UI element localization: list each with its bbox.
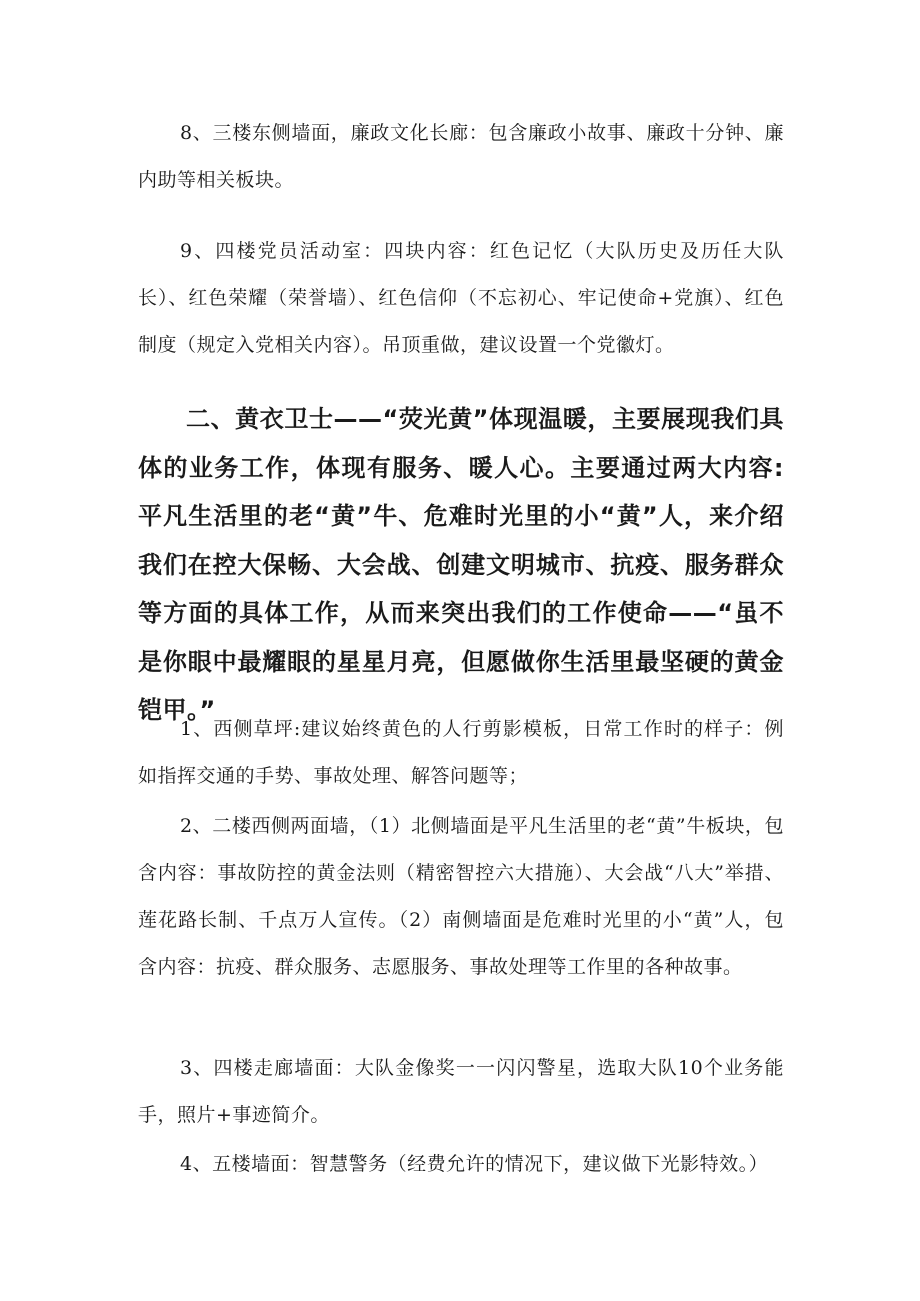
item-4-fifth-floor-wall: 4、五楼墙面：智慧警务（经费允许的情况下，建议做下光影特效。） xyxy=(180,1153,769,1175)
section-two-heading: 二、黄衣卫士——“荧光黄”体现温暖，主要展现我们具体的业务工作，体现有服务、暖人心。主要通过两大内容:平凡生活里的老“黄”牛、危难时光里的小“黄”人，来介绍我们在控大保畅、大会战、创建文明城市、抗疫、服务群众等方面的具体工作，从而来突出我们的工作使命——“虽不是你眼中最耀眼的星星月亮，但愿做你生活里最坚硬的黄金铠甲。” xyxy=(138,405,784,724)
item-9-fourth-floor-party-room: 9、四楼党员活动室：四块内容：红色记忆（大队历史及历任大队长）、红色荣耀（荣誉墙）、红色信仰（不忘初心、牢记使命+党旗）、红色制度（规定入党相关内容）。吊顶重做，建议设置一个党徽灯。 xyxy=(138,240,784,356)
item-2-second-floor-walls: 2、二楼西侧两面墙，（1）北侧墙面是平凡生活里的老“黄”牛板块，包含内容：事故防控的黄金法则（精密智控六大措施）、大会战“八大”举措、莲花路长制、千点万人宣传。（2）南侧墙面是危难时光里的小“黄”人，包含内容：抗疫、群众服务、志愿服务、事故处理等工作里的各种故事。 xyxy=(138,815,784,978)
item-8-third-floor-east-wall: 8、三楼东侧墙面，廉政文化长廊：包含廉政小故事、廉政十分钟、廉内助等相关板块。 xyxy=(138,122,784,191)
item-3-fourth-floor-corridor: 3、四楼走廊墙面：大队金像奖一一闪闪警星，选取大队10个业务能手，照片+事迹简介。 xyxy=(138,1057,784,1126)
item-1-west-lawn: 1、西侧草坪:建议始终黄色的人行剪影模板，日常工作时的样子：例如指挥交通的手势、事故处理、解答问题等； xyxy=(138,718,784,787)
